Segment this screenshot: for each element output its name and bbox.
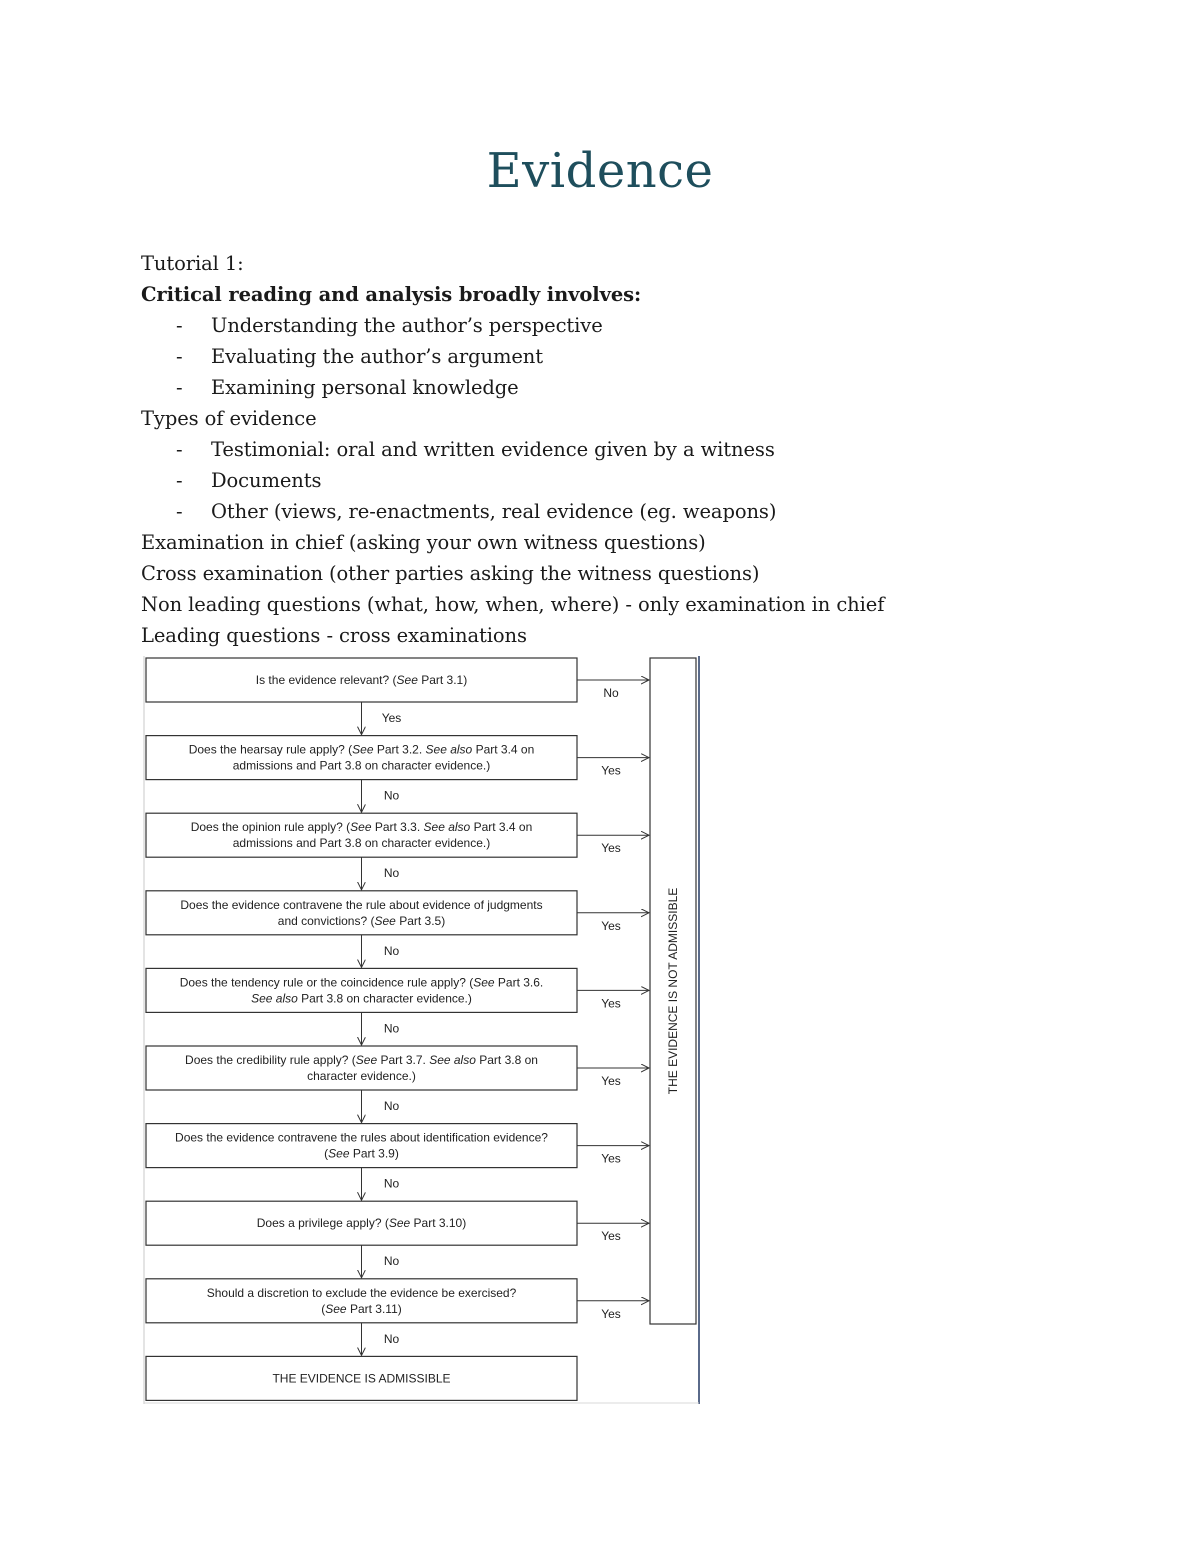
- evidence-flowchart: [143, 656, 700, 1404]
- question-text: Does the tendency rule or the coincidence rule apply? (See Part 3.6.: [179, 975, 544, 990]
- down-label: Yes: [381, 711, 402, 725]
- down-label: No: [383, 1176, 400, 1191]
- list-item: [141, 310, 1041, 341]
- page-title: Evidence: [486, 143, 714, 199]
- side-label: No: [603, 686, 619, 700]
- side-label: Yes: [601, 918, 621, 933]
- question-text-line2: See also Part 3.8 on character evidence.): [251, 991, 472, 1006]
- question-text: Does the evidence contravene the rules about identification evidence?: [175, 1130, 548, 1145]
- document-body: [141, 248, 1041, 651]
- bullet-dash: -: [176, 438, 183, 461]
- down-label: No: [383, 1021, 400, 1036]
- question-text-line2: and convictions? (See Part 3.5): [277, 913, 446, 928]
- question-text: Is the evidence relevant? (See Part 3.1): [255, 673, 468, 687]
- down-label: No: [383, 1331, 400, 1346]
- question-text-line2: admissions and Part 3.8 on character evidence.): [232, 758, 491, 773]
- question-text-line2: character evidence.): [307, 1069, 416, 1083]
- question-text-line2: (See Part 3.9): [324, 1146, 399, 1161]
- list-item: [141, 465, 1041, 496]
- down-label: No: [383, 866, 400, 881]
- side-label: Yes: [601, 1229, 621, 1244]
- list-item: [141, 434, 1041, 465]
- list-item-text: Understanding the author’s perspective: [211, 314, 603, 337]
- list-item-text: Examining personal knowledge: [211, 376, 519, 399]
- down-label: No: [383, 788, 400, 803]
- examination-in-chief-line: Examination in chief (asking your own witness questions): [141, 531, 706, 554]
- bullet-dash: -: [176, 469, 183, 492]
- list-item-text: Evaluating the author’s argument: [211, 345, 544, 368]
- flowchart-svg: [143, 656, 700, 1404]
- down-label: No: [383, 1099, 400, 1113]
- question-text: Does the credibility rule apply? (See Part 3.7. See also Part 3.8 on: [185, 1053, 538, 1067]
- bullet-dash: -: [176, 376, 183, 399]
- question-text: Does a privilege apply? (See Part 3.10): [256, 1216, 467, 1231]
- types-heading: Types of evidence: [141, 407, 317, 430]
- question-text: Does the evidence contravene the rule about evidence of judgments: [180, 897, 543, 912]
- list-item: [141, 496, 1041, 527]
- bullet-dash: -: [176, 314, 183, 337]
- down-label: No: [383, 1254, 400, 1269]
- leading-questions-line: Leading questions - cross examinations: [141, 624, 527, 647]
- bullet-dash: -: [176, 500, 183, 523]
- down-label: No: [383, 943, 400, 958]
- critical-heading: Critical reading and analysis broadly involves:: [141, 283, 642, 306]
- list-item-text: Other (views, re-enactments, real evidence (eg. weapons): [211, 500, 777, 523]
- list-item: [141, 341, 1041, 372]
- side-label: Yes: [601, 763, 621, 778]
- question-text: Does the opinion rule apply? (See Part 3.3. See also Part 3.4 on: [190, 820, 533, 835]
- question-text-line2: (See Part 3.11): [321, 1301, 402, 1316]
- list-item-text: Documents: [211, 469, 322, 492]
- tutorial-label: Tutorial 1:: [141, 252, 244, 275]
- question-text: Does the hearsay rule apply? (See Part 3.2. See also Part 3.4 on: [188, 742, 535, 757]
- side-label: Yes: [601, 1151, 621, 1166]
- bullet-dash: -: [176, 345, 183, 368]
- question-text: Should a discretion to exclude the evidence be exercised?: [206, 1285, 517, 1300]
- side-label: Yes: [601, 1074, 621, 1088]
- non-leading-questions-line: Non leading questions (what, how, when, where) - only examination in chief: [141, 593, 885, 616]
- question-text-line2: admissions and Part 3.8 on character evidence.): [232, 836, 491, 851]
- cross-examination-line: Cross examination (other parties asking the witness questions): [141, 562, 760, 585]
- side-label: Yes: [601, 996, 621, 1011]
- list-item-text: Testimonial: oral and written evidence given by a witness: [211, 438, 775, 461]
- not-admissible-label: THE EVIDENCE IS NOT ADMISSIBLE: [666, 887, 680, 1095]
- list-item: [141, 372, 1041, 403]
- admissible-label: THE EVIDENCE IS ADMISSIBLE: [272, 1371, 451, 1386]
- side-label: Yes: [601, 1306, 621, 1321]
- side-label: Yes: [601, 841, 621, 856]
